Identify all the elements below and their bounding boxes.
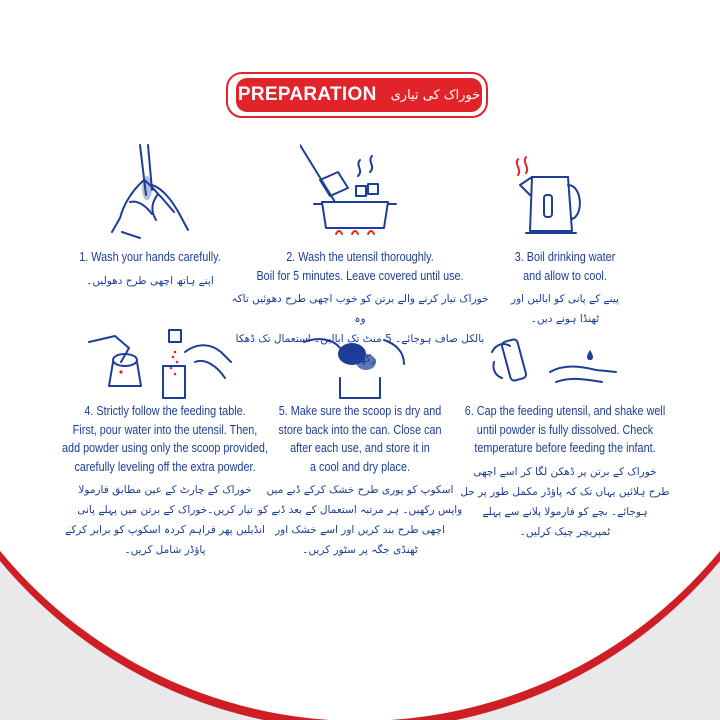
step-2 <box>225 248 495 369</box>
header-banner <box>236 78 482 112</box>
step-1-text-en: 1. Wash your hands carefully. <box>79 250 221 264</box>
step-5-text-en: 5. Make sure the scoop is dry and store back into the can. Close can after each use, and store it in a cool and dry place. <box>278 404 442 474</box>
boiling-utensil-icon <box>300 140 410 240</box>
step-2-text-ur: خوراک تیار کرنے والے برتن کو خوب اچھی طرح دھوئیں تاکہ وہ بالکل صاف ہوجائے۔ 5 منٹ تک ابالیں۔ استعمال تک ڈھکا رکھیں۔ <box>231 293 489 365</box>
header-title-ur: خوراک کی تیاری <box>390 87 481 103</box>
wash-hands-icon <box>100 140 210 240</box>
step-6-text-ur: خوراک کے برتن پر ڈھکن لگا کر اسے اچھی طرح ہلائیں یہاں تک کہ پاؤڈر مکمل طور پر حل ہوجائے۔ بچے کو فارمولا پلانے سے پہلے ٹمپریچر چیک کرلیں۔ <box>460 465 670 538</box>
step-6 <box>440 402 690 542</box>
step-5-text-ur: اسکوپ کو پوری طرح خشک کرکے ڈبے میں واپس رکھیں۔ ہر مرتبہ استعمال کے بعد ڈبے کو اچھی طرح بند کریں اور اسے خشک اور ٹھنڈی جگہ پر سٹور کریں۔ <box>257 484 463 556</box>
step-6-text-en: 6. Cap the feeding utensil, and shake well until powder is fully dissolved. Check temperature before feeding the infant. <box>464 404 666 455</box>
step-2-text-en: 2. Wash the utensil thoroughly. Boil for 5 minutes. Leave covered until use. <box>256 250 464 283</box>
pour-water-powder-icon <box>85 322 235 400</box>
step-3 <box>460 248 670 329</box>
shake-bottle-icon <box>490 322 620 400</box>
step-3-text-en: 3. Boil drinking water and allow to cool. <box>514 250 616 283</box>
step-3-text-ur: پینے کے پانی کو ابالیں اور ٹھنڈا ہونے دیں۔ <box>511 293 619 325</box>
kettle-icon <box>510 155 600 240</box>
step-1-text-ur: اپنے ہاتھ اچھی طرح دھولیں۔ <box>86 274 214 287</box>
header-title-en: PREPARATION <box>237 84 377 105</box>
step-4-text-ur: خوراک کے چارٹ کے عین مطابق فارمولا تیار کریں۔خوراک کے برتن میں پہلے پانی انڈیلیں پھر فراہم کردہ اسکوپ کو برابر کرکے پاؤڈر شامل کریں۔ <box>65 484 265 556</box>
step-4-text-en: 4. Strictly follow the feeding table. First, pour water into the utensil. Then, add powder using only the scoop provided, carefully leveling off the extra powder. <box>62 404 268 474</box>
